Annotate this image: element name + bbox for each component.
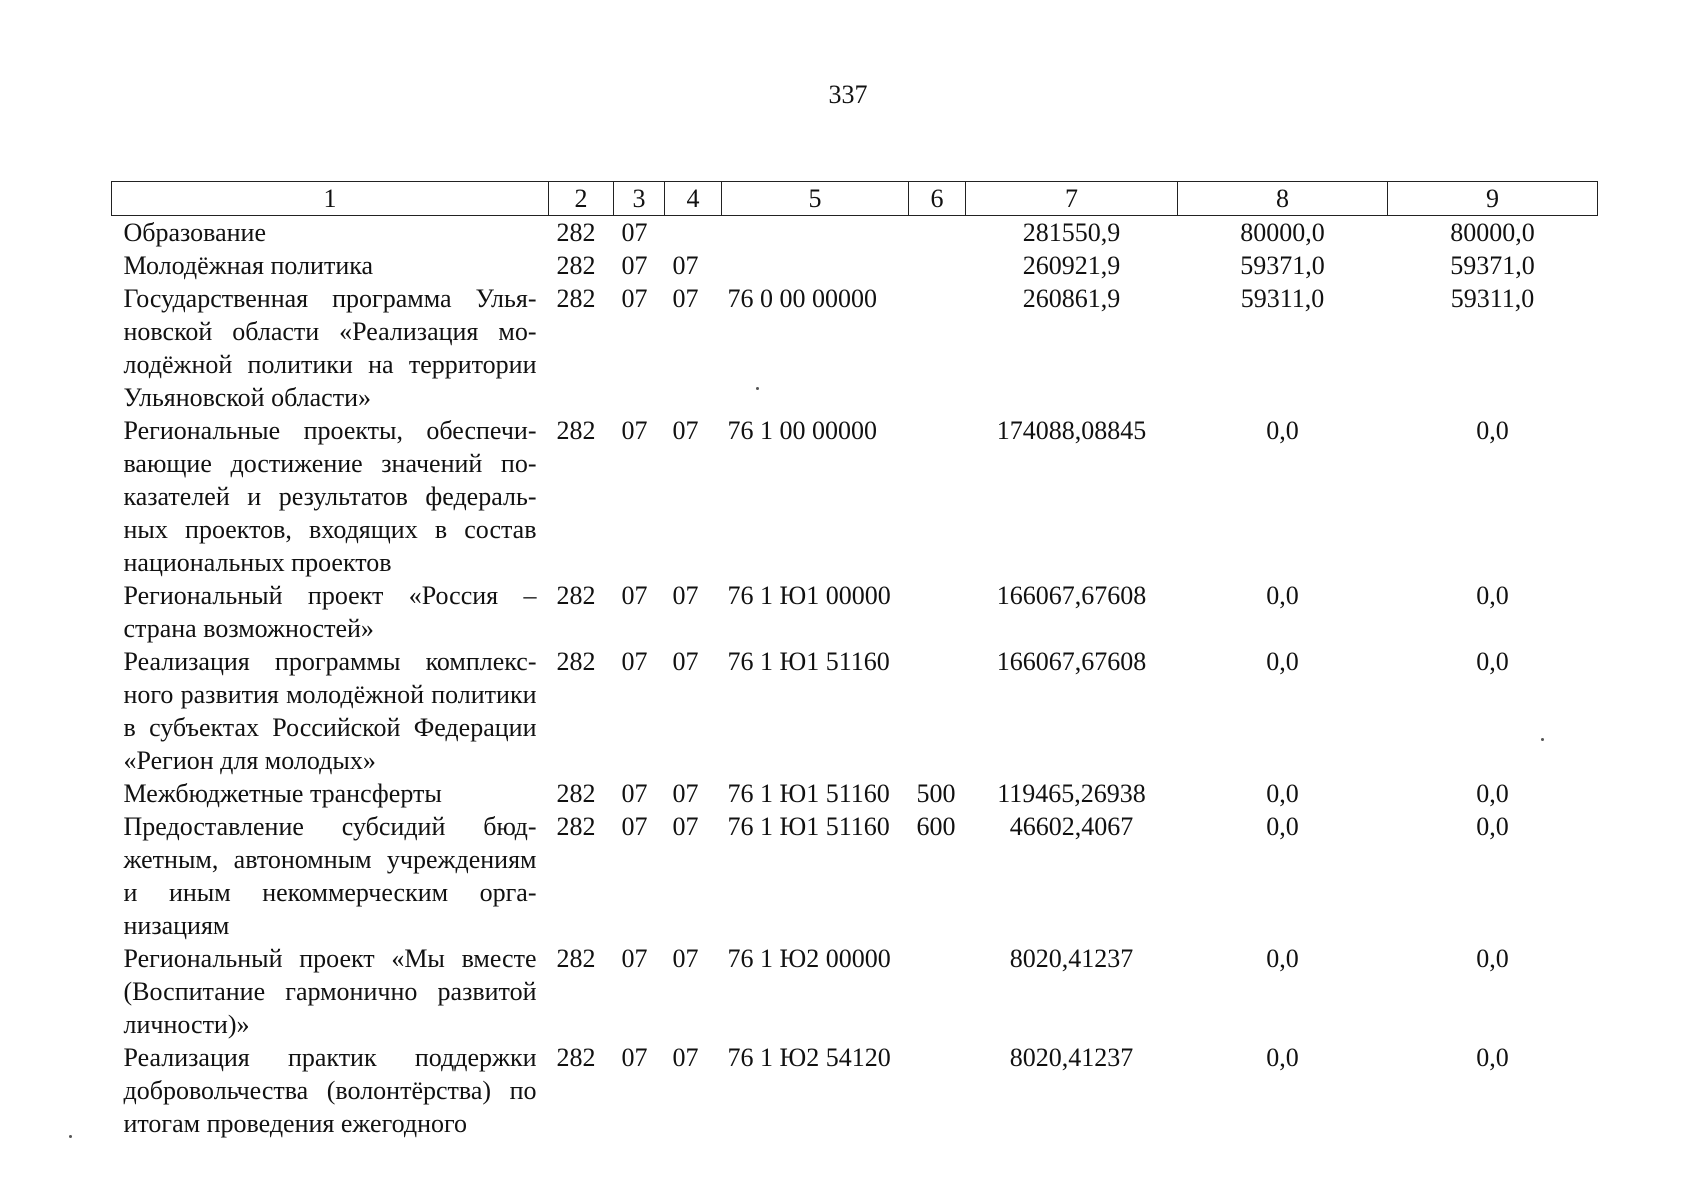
cell-amount-col8: 80000,0 bbox=[1240, 218, 1325, 247]
table-row bbox=[112, 249, 1598, 282]
cell-admin-code: 282 bbox=[556, 779, 596, 808]
cell-target-article: 76 1 00 00000 bbox=[727, 416, 877, 445]
cell-admin-code: 282 bbox=[556, 284, 596, 313]
table-row bbox=[112, 777, 1598, 810]
cell-expense-type bbox=[909, 414, 966, 579]
column-header: 4 bbox=[665, 182, 722, 216]
cell-section: 07 bbox=[621, 218, 648, 247]
row-name: Образование bbox=[123, 218, 267, 247]
cell-amount-col9: 0,0 bbox=[1476, 779, 1509, 808]
row-name: Межбюджетные трансферты bbox=[123, 779, 442, 808]
table-row bbox=[112, 645, 1598, 777]
cell-amount-col8: 0,0 bbox=[1266, 416, 1299, 445]
table-row bbox=[112, 942, 1598, 1041]
row-name: Реализация практик поддержки добровольчества (волонтёрства) по итогам проведения ежегодного bbox=[123, 1043, 537, 1138]
cell-expense-type bbox=[909, 645, 966, 777]
cell-admin-code: 282 bbox=[556, 581, 596, 610]
cell-amount-col7: 166067,67608 bbox=[996, 581, 1147, 610]
column-header: 5 bbox=[722, 182, 909, 216]
column-header: 9 bbox=[1388, 182, 1598, 216]
cell-amount-col7: 8020,41237 bbox=[1009, 1043, 1134, 1072]
cell-amount-col7: 260861,9 bbox=[1022, 284, 1121, 313]
cell-amount-col8: 0,0 bbox=[1266, 647, 1299, 676]
cell-subsection: 07 bbox=[672, 779, 699, 808]
cell-target-article: 76 1 Ю1 51160 bbox=[727, 647, 890, 676]
cell-expense-type bbox=[909, 942, 966, 1041]
cell-target-article: 76 1 Ю1 51160 bbox=[727, 779, 890, 808]
cell-admin-code: 282 bbox=[556, 218, 596, 247]
cell-amount-col7: 119465,26938 bbox=[997, 779, 1146, 808]
cell-amount-col9: 0,0 bbox=[1476, 416, 1509, 445]
row-name: Реализация программы комплексного развития молодёжной политики в субъектах Российской Федерации «Регион для молодых» bbox=[123, 647, 537, 775]
table-row bbox=[112, 414, 1598, 579]
column-header: 7 bbox=[966, 182, 1178, 216]
cell-amount-col9: 80000,0 bbox=[1450, 218, 1535, 247]
row-name: Государственная программа Ульяновской области «Реализация молодёжной политики на территории Ульяновской области» bbox=[123, 284, 537, 412]
cell-expense-type bbox=[909, 216, 966, 250]
cell-admin-code: 282 bbox=[556, 416, 596, 445]
cell-subsection: 07 bbox=[672, 1043, 699, 1072]
cell-target-article: 76 1 Ю1 00000 bbox=[727, 581, 891, 610]
cell-target-article: 76 1 Ю2 00000 bbox=[727, 944, 891, 973]
cell-amount-col7: 281550,9 bbox=[1022, 218, 1121, 247]
cell-expense-type bbox=[909, 579, 966, 645]
cell-amount-col7: 260921,9 bbox=[1022, 251, 1121, 280]
cell-section: 07 bbox=[621, 812, 648, 841]
table-row bbox=[112, 282, 1598, 414]
row-name: Региональный проект «Мы вместе (Воспитание гармонично развитой личности)» bbox=[123, 944, 537, 1039]
row-name: Молодёжная политика bbox=[123, 251, 374, 280]
cell-admin-code: 282 bbox=[556, 1043, 596, 1072]
cell-section: 07 bbox=[621, 251, 648, 280]
row-name: Региональный проект «Россия – страна возможностей» bbox=[123, 581, 537, 643]
cell-amount-col9: 0,0 bbox=[1476, 647, 1509, 676]
cell-amount-col8: 0,0 bbox=[1266, 779, 1299, 808]
column-header: 8 bbox=[1178, 182, 1388, 216]
cell-subsection: 07 bbox=[672, 251, 699, 280]
table-row bbox=[112, 810, 1598, 942]
cell-amount-col8: 0,0 bbox=[1266, 1043, 1299, 1072]
cell-subsection: 07 bbox=[672, 647, 699, 676]
cell-amount-col9: 59371,0 bbox=[1450, 251, 1535, 280]
cell-expense-type bbox=[909, 249, 966, 282]
table-row bbox=[112, 579, 1598, 645]
cell-target-article bbox=[722, 216, 909, 250]
cell-section: 07 bbox=[621, 1043, 648, 1072]
cell-admin-code: 282 bbox=[556, 944, 596, 973]
cell-amount-col8: 0,0 bbox=[1266, 944, 1299, 973]
cell-amount-col8: 0,0 bbox=[1266, 812, 1299, 841]
scan-speck bbox=[756, 387, 759, 390]
cell-subsection: 07 bbox=[672, 944, 699, 973]
cell-expense-type bbox=[909, 1041, 966, 1140]
table-row bbox=[112, 216, 1598, 250]
cell-amount-col9: 0,0 bbox=[1476, 581, 1509, 610]
cell-amount-col9: 0,0 bbox=[1476, 1043, 1509, 1072]
cell-amount-col8: 0,0 bbox=[1266, 581, 1299, 610]
cell-amount-col7: 8020,41237 bbox=[1009, 944, 1134, 973]
cell-subsection: 07 bbox=[672, 284, 699, 313]
cell-section: 07 bbox=[621, 647, 648, 676]
column-header: 1 bbox=[112, 182, 549, 216]
budget-table bbox=[111, 181, 1598, 1140]
cell-amount-col7: 174088,08845 bbox=[996, 416, 1147, 445]
cell-subsection bbox=[665, 216, 722, 250]
cell-admin-code: 282 bbox=[556, 812, 596, 841]
cell-section: 07 bbox=[621, 581, 648, 610]
cell-expense-type bbox=[909, 282, 966, 414]
cell-section: 07 bbox=[621, 284, 648, 313]
scan-speck bbox=[69, 1135, 72, 1138]
column-header: 2 bbox=[549, 182, 614, 216]
cell-section: 07 bbox=[621, 416, 648, 445]
cell-target-article: 76 0 00 00000 bbox=[727, 284, 877, 313]
cell-section: 07 bbox=[621, 779, 648, 808]
cell-target-article: 76 1 Ю2 54120 bbox=[727, 1043, 891, 1072]
column-number-header-row bbox=[112, 182, 1598, 216]
row-name: Региональные проекты, обеспечивающие достижение значений показателей и результатов федеральных проектов, входящих в состав национальных проектов bbox=[123, 416, 537, 577]
page-number: 337 bbox=[828, 80, 868, 109]
cell-subsection: 07 bbox=[672, 812, 699, 841]
cell-amount-col8: 59371,0 bbox=[1240, 251, 1325, 280]
table-row bbox=[112, 1041, 1598, 1140]
cell-section: 07 bbox=[621, 944, 648, 973]
cell-admin-code: 282 bbox=[556, 251, 596, 280]
cell-target-article: 76 1 Ю1 51160 bbox=[727, 812, 890, 841]
cell-amount-col8: 59311,0 bbox=[1240, 284, 1325, 313]
cell-amount-col9: 0,0 bbox=[1476, 944, 1509, 973]
row-name: Предоставление субсидий бюджетным, автономным учреждениям и иным некоммерческим организациям bbox=[123, 812, 537, 940]
cell-expense-type: 600 bbox=[916, 812, 956, 841]
column-header: 3 bbox=[614, 182, 665, 216]
column-header: 6 bbox=[909, 182, 966, 216]
cell-amount-col7: 46602,4067 bbox=[1009, 812, 1134, 841]
cell-amount-col7: 166067,67608 bbox=[996, 647, 1147, 676]
cell-subsection: 07 bbox=[672, 581, 699, 610]
cell-admin-code: 282 bbox=[556, 647, 596, 676]
cell-amount-col9: 59311,0 bbox=[1450, 284, 1535, 313]
cell-subsection: 07 bbox=[672, 416, 699, 445]
cell-amount-col9: 0,0 bbox=[1476, 812, 1509, 841]
scan-speck bbox=[1541, 738, 1544, 741]
cell-target-article bbox=[722, 249, 909, 282]
cell-expense-type: 500 bbox=[916, 779, 956, 808]
